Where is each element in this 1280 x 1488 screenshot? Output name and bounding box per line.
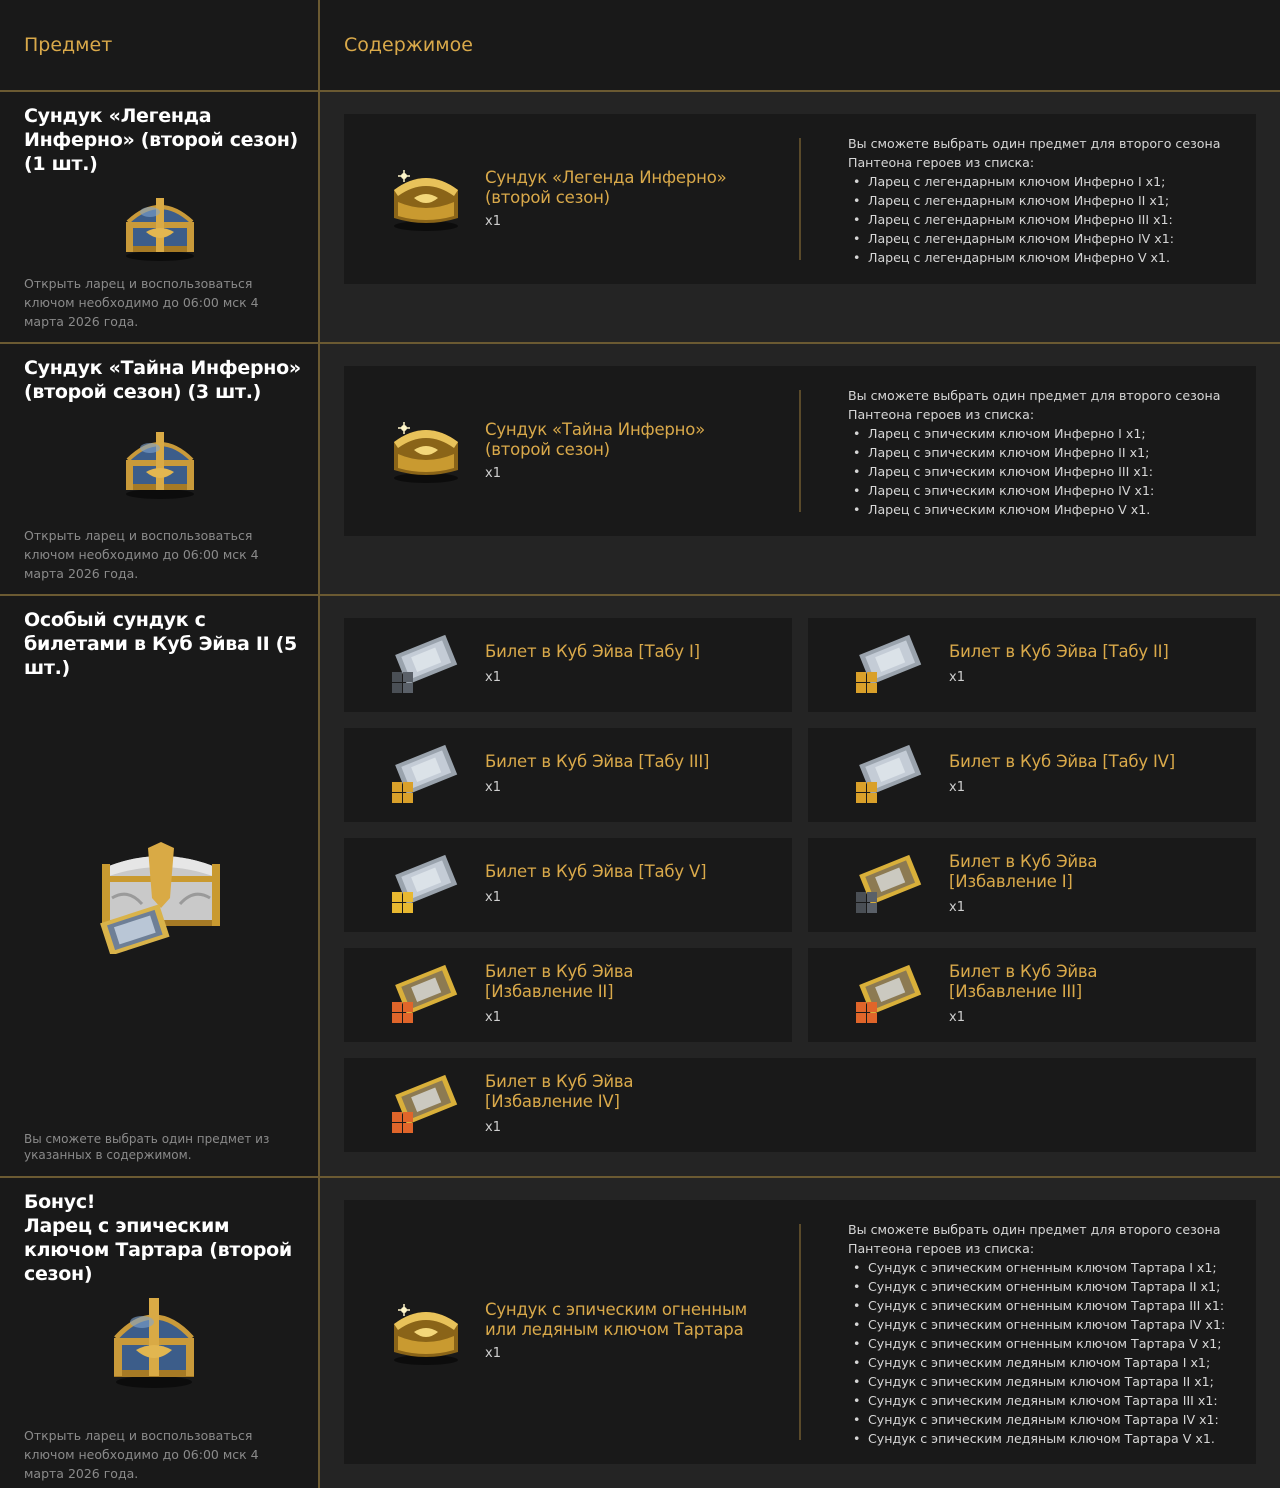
description-intro: Вы сможете выбрать один предмет для второго сезона Пантеона героев из списка:	[848, 1222, 1221, 1256]
ticket-name: Билет в Куб Эйва [Избавление I]	[949, 852, 1098, 891]
content-item-qty: x1	[485, 1346, 501, 1361]
row-divider	[0, 1176, 1280, 1178]
ticket-qty: x1	[485, 670, 501, 685]
ticket-qty: x1	[485, 1120, 501, 1135]
choice-item: • Сундук с эпическим ледяным ключом Тартара II x1;	[848, 1372, 1248, 1391]
ticket-qty: x1	[485, 890, 501, 905]
content-item-name: Сундук с эпическим огненным или ледяным ключом Тартара	[485, 1300, 748, 1339]
header-contents: Содержимое	[344, 34, 473, 56]
ticket-icon	[388, 962, 460, 1030]
content-item-name: Сундук «Тайна Инферно» (второй сезон)	[485, 420, 706, 459]
card-divider	[799, 138, 801, 260]
ticket-card	[344, 948, 792, 1042]
choice-item: • Ларец с легендарным ключом Инферно V x1.	[848, 248, 1248, 267]
ticket-icon	[852, 962, 924, 1030]
gold-chest-icon	[388, 414, 464, 486]
choice-list	[848, 424, 1248, 519]
ticket-icon	[388, 852, 460, 920]
ticket-name: Билет в Куб Эйва [Табу III]	[485, 752, 710, 771]
ticket-qty: x1	[949, 780, 965, 795]
blue-chest-icon	[120, 422, 200, 502]
row-divider	[0, 594, 1280, 596]
choice-item: • Сундук с эпическим ледяным ключом Тартара III x1:	[848, 1391, 1248, 1410]
ticket-qty: x1	[949, 900, 965, 915]
row-note: Открыть ларец и воспользоваться ключом необходимо до 06:00 мск 4 марта 2026 года.	[24, 528, 259, 581]
gold-chest-icon	[388, 162, 464, 234]
bonus-label: Бонус!	[24, 1191, 96, 1213]
content-card	[344, 114, 1256, 284]
content-card	[344, 1200, 1256, 1464]
choice-item: • Ларец с эпическим ключом Инферно IV x1:	[848, 481, 1248, 500]
choice-item: • Сундук с эпическим огненным ключом Тартара III x1:	[848, 1296, 1248, 1315]
choice-item: • Ларец с легендарным ключом Инферно IV x1:	[848, 229, 1248, 248]
ticket-qty: x1	[485, 780, 501, 795]
bonus-title: Ларец с эпическим ключом Тартара (второй сезон)	[24, 1215, 292, 1285]
row-note: Открыть ларец и воспользоваться ключом необходимо до 06:00 мск 4 марта 2026 года.	[24, 276, 259, 329]
row-note: Вы сможете выбрать один предмет из указанных в содержимом.	[24, 1132, 270, 1162]
choice-item: • Сундук с эпическим ледяным ключом Тартара V x1.	[848, 1429, 1248, 1448]
content-card	[344, 366, 1256, 536]
content-description	[848, 1220, 1248, 1448]
ticket-icon	[852, 742, 924, 810]
content-description	[848, 134, 1248, 267]
row-title: Особый сундук с билетами в Куб Эйва II (5 шт.)	[24, 609, 297, 679]
ticket-name: Билет в Куб Эйва [Избавление II]	[485, 962, 634, 1001]
ticket-name: Билет в Куб Эйва [Табу II]	[949, 642, 1169, 661]
content-item-name: Сундук «Легенда Инферно» (второй сезон)	[485, 168, 727, 207]
ticket-icon	[852, 852, 924, 920]
blue-chest-icon	[120, 184, 200, 264]
choice-item: • Ларец с эпическим ключом Инферно II x1;	[848, 443, 1248, 462]
choice-item: • Сундук с эпическим огненным ключом Тартара II x1;	[848, 1277, 1248, 1296]
ticket-card	[344, 1058, 1256, 1152]
ticket-icon	[388, 1072, 460, 1140]
ticket-card	[344, 838, 792, 932]
description-intro: Вы сможете выбрать один предмет для второго сезона Пантеона героев из списка:	[848, 136, 1221, 170]
ticket-icon	[388, 632, 460, 700]
choice-item: • Ларец с легендарным ключом Инферно III x1:	[848, 210, 1248, 229]
ticket-icon	[852, 632, 924, 700]
ticket-name: Билет в Куб Эйва [Табу IV]	[949, 752, 1175, 771]
row-title: Сундук «Легенда Инферно» (второй сезон) (1 шт.)	[24, 105, 298, 175]
choice-item: • Сундук с эпическим огненным ключом Тартара IV x1:	[848, 1315, 1248, 1334]
choice-item: • Ларец с эпическим ключом Инферно V x1.	[848, 500, 1248, 519]
column-divider	[318, 0, 320, 1488]
row-title: Сундук «Тайна Инферно» (второй сезон) (3 шт.)	[24, 357, 301, 403]
row-divider	[0, 342, 1280, 344]
row-divider	[0, 90, 1280, 92]
card-divider	[799, 1224, 801, 1440]
ticket-card	[344, 728, 792, 822]
blue-chest-icon	[110, 1290, 198, 1390]
content-item-qty: x1	[485, 466, 501, 481]
ticket-qty: x1	[949, 1010, 965, 1025]
ticket-name: Билет в Куб Эйва [Избавление III]	[949, 962, 1098, 1001]
ticket-qty: x1	[949, 670, 965, 685]
silver-chest-icon	[98, 838, 224, 954]
gold-chest-icon	[388, 1296, 464, 1368]
ticket-name: Билет в Куб Эйва [Табу I]	[485, 642, 700, 661]
description-intro: Вы сможете выбрать один предмет для второго сезона Пантеона героев из списка:	[848, 388, 1221, 422]
ticket-card	[808, 728, 1256, 822]
choice-item: • Сундук с эпическим ледяным ключом Тартара IV x1:	[848, 1410, 1248, 1429]
content-description	[848, 386, 1248, 519]
header-item: Предмет	[24, 34, 113, 56]
ticket-icon	[388, 742, 460, 810]
choice-item: • Ларец с эпическим ключом Инферно I x1;	[848, 424, 1248, 443]
choice-item: • Сундук с эпическим огненным ключом Тартара V x1;	[848, 1334, 1248, 1353]
ticket-qty: x1	[485, 1010, 501, 1025]
choice-list	[848, 172, 1248, 267]
ticket-name: Билет в Куб Эйва [Табу V]	[485, 862, 707, 881]
ticket-card	[344, 618, 792, 712]
ticket-card	[808, 618, 1256, 712]
content-item-qty: x1	[485, 214, 501, 229]
choice-item: • Ларец с легендарным ключом Инферно II x1;	[848, 191, 1248, 210]
choice-item: • Ларец с эпическим ключом Инферно III x1:	[848, 462, 1248, 481]
choice-item: • Сундук с эпическим огненным ключом Тартара I x1;	[848, 1258, 1248, 1277]
ticket-card	[808, 948, 1256, 1042]
row-note: Открыть ларец и воспользоваться ключом необходимо до 06:00 мск 4 марта 2026 года.	[24, 1428, 259, 1481]
choice-list	[848, 1258, 1248, 1448]
choice-item: • Ларец с легендарным ключом Инферно I x1;	[848, 172, 1248, 191]
ticket-name: Билет в Куб Эйва [Избавление IV]	[485, 1072, 634, 1111]
row-title	[24, 1190, 314, 1286]
card-divider	[799, 390, 801, 512]
choice-item: • Сундук с эпическим ледяным ключом Тартара I x1;	[848, 1353, 1248, 1372]
ticket-card	[808, 838, 1256, 932]
